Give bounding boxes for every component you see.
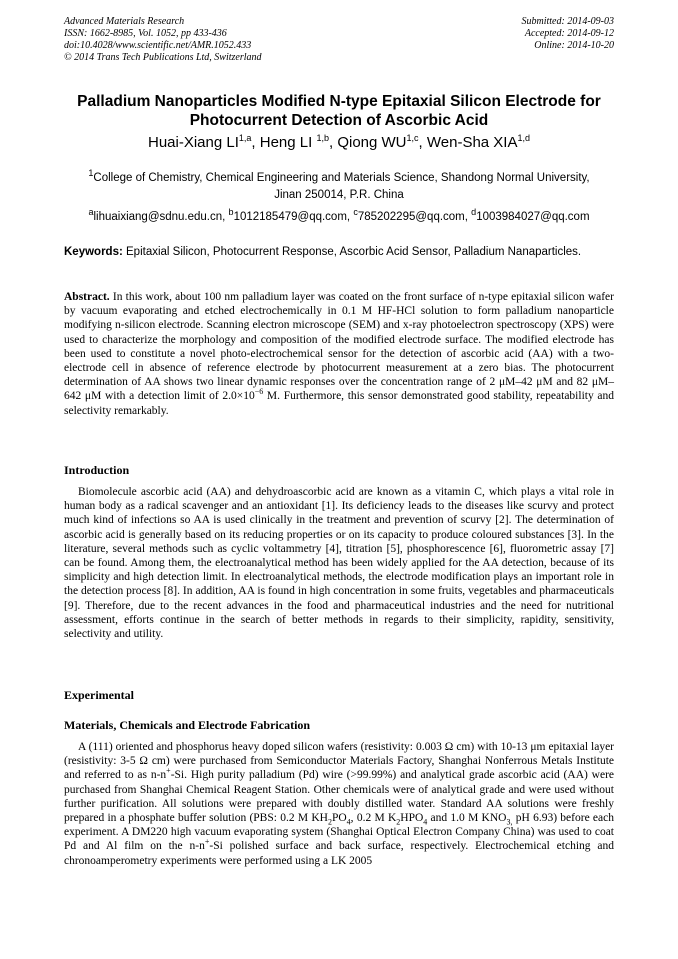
subscript: 2 [396, 817, 401, 827]
author-name: Heng LI [259, 134, 317, 151]
email-sup: c [353, 207, 358, 218]
superscript: + [204, 837, 210, 847]
email-sup: d [471, 207, 477, 218]
email-address: 785202295@qq.com, [357, 211, 468, 223]
author-sup: 1,b [316, 133, 329, 143]
journal-issn: ISSN: 1662-8985, Vol. 1052, pp 433-436 [64, 28, 227, 39]
author-name: Huai-Xiang LI [148, 134, 239, 151]
affiliation-line-1: College of Chemistry, Chemical Engineering and Materials Science, Shandong Normal University, [93, 172, 590, 184]
author-sup: 1,d [517, 133, 530, 143]
author-sup: 1,c [406, 133, 419, 143]
materials-paragraph [64, 740, 614, 868]
affiliation-sup: 1 [88, 168, 94, 179]
text-segment: A (111) oriented and phosphorus heavy doped silicon wafers (resistivity: 0.003 Ω cm) with 10-13 μm epitaxial layer (resistivity: 3-5 Ω cm) were purchased from Semiconductor Materials Factory, Shanghai Nonferrous Metals Institute and referred to as n-n [64, 741, 614, 782]
journal-copyright: © 2014 Trans Tech Publications Ltd, Switzerland [64, 52, 262, 63]
submitted-date: Submitted: 2014-09-03 [521, 16, 614, 27]
text-segment: and 1.0 M KNO [427, 812, 507, 825]
email-sup: b [228, 207, 234, 218]
abstract-label: Abstract. [64, 291, 110, 303]
title-line-1: Palladium Nanoparticles Modified N-type Epitaxial Silicon Electrode for [77, 93, 601, 110]
journal-header [64, 16, 262, 64]
text-segment: PO [331, 812, 347, 825]
text-segment: HPO [400, 812, 424, 825]
journal-name: Advanced Materials Research [64, 16, 185, 27]
email-list [64, 207, 614, 224]
email-address: 1012185479@qq.com, [233, 211, 351, 223]
affiliation-line-2: Jinan 250014, P.R. China [274, 189, 404, 201]
experimental-heading: Experimental [64, 688, 134, 702]
email-sup: a [88, 207, 94, 218]
dates-header [522, 16, 615, 52]
abstract-exponent: −6 [254, 387, 264, 397]
paper-title [40, 92, 638, 130]
keywords-label: Keywords: [64, 246, 123, 258]
accepted-date: Accepted: 2014-09-12 [524, 28, 614, 39]
author-name: Qiong WU [337, 134, 407, 151]
abstract-text: In this work, about 100 nm palladium layer was coated on the front surface of n-type epitaxial silicon wafer by vacuum evaporating and etched electrochemically in 0.1 M HF-HCl solution to form palladium nanoparticle modifying n-silicon electrode. Scanning electron microscope (SEM) and x-ray photoelectron spectroscopy (XPS) were used to characterize the morphology and composition of the modified electrode surface. The modified electrode has been used to constitute a novel photo-electrochemical sensor for the detection of ascorbic acid (AA) with a two-electrode cell in absence of reference electrode by photocurrent measurement at a zero bias. The photocurrent determination of AA shows two linear dynamic responses over the concentration range of 2 μM–42 μM and 82 μM–642 μM with a detection limit of 2.0×10 [64, 291, 614, 403]
subscript: 2 [327, 817, 332, 827]
email-address: lihuaixiang@sdnu.edu.cn, [93, 211, 226, 223]
affiliation [64, 170, 614, 204]
introduction-heading: Introduction [64, 463, 130, 477]
title-line-2: Photocurrent Detection of Ascorbic Acid [189, 112, 489, 129]
text-segment: , 0.2 M K [350, 812, 397, 825]
abstract-text-end: M. Furthermore, this sensor demonstrated good stability, repeatability and selectivity remarkably. [64, 390, 614, 417]
author-list: Huai-Xiang LI$^{1,a}$, Heng LI $^{1,b}$, Qiong WU$^{1,c}$, Wen-Sha XIA$^{1,d}$ [148, 133, 530, 151]
superscript: + [166, 766, 171, 776]
abstract [64, 290, 614, 418]
subscript: 3, [506, 817, 513, 827]
keywords-text: Epitaxial Silicon, Photocurrent Response, Ascorbic Acid Sensor, Palladium Nanaparticles. [126, 246, 582, 258]
subscript: 4 [423, 817, 428, 827]
introduction-paragraph: Biomolecule ascorbic acid (AA) and dehydroascorbic acid are known as a vitamin C, which plays a vital role in human body as a radical scavenger and an antioxidant [1]. Its deficiency leads to the diseases like scurvy and protect much kind of infections so AA is used clinically in the treatment and prevention of scurvy [2]. The determination of ascorbic acid is generally based on its reducing properties or on its capacity to produce coloured substances [3]. In the literature, several methods such as cyclic voltammetry [4], titration [5], phosphorescence [6], fluorometric assay [7] can be found. Among them, the electroanalytical method has been widely applied for the AA detection, because of its simplicity and high detection limit. In electroanalytical methods, the electrode modification plays an important role in the detection process [8]. In addition, AA is found in high concentration in some fruits, vegetables and pharmaceuticals [9]. Therefore, due to the recent advances in the food and pharmaceutical industries and the need for nutritional assessment, efforts continue in the search of better methods in regards to their simplicity, rapidity, sensitivity, selectivity and utility. [64, 486, 614, 641]
author-sup: 1,a [238, 133, 252, 143]
text-segment: -Si polished surface and back surface, respectively. Electrochemical etching and chronoamperometry experiments were performed using a LK 2005 [64, 840, 614, 867]
keywords [64, 245, 614, 260]
author-name: Wen-Sha XIA [426, 134, 518, 151]
text-segment: pH 6.93) before each experiment. A DM220 high vacuum evaporating system (Shanghai Optical Electron Company China) was used to coat Pd and Al film on the n-n [64, 812, 614, 853]
subscript: 4 [346, 817, 351, 827]
materials-subheading: Materials, Chemicals and Electrode Fabrication [64, 718, 311, 732]
text-segment: -Si. High purity palladium (Pd) wire (>99.99%) and analytical grade ascorbic acid (AA) were purchased from Shanghai Chemical Reagent Station. Other chemicals were of analytical grade and were used without further purification. All solutions were prepared with doubly distilled water. Standard AA solutions were freshly prepared in a phosphate buffer solution (PBS: 0.2 M KH [64, 769, 614, 825]
online-date: Online: 2014-10-20 [534, 40, 614, 51]
journal-doi: doi:10.4028/www.scientific.net/AMR.1052.433 [64, 40, 252, 51]
email-address: 1003984027@qq.com [476, 211, 590, 223]
